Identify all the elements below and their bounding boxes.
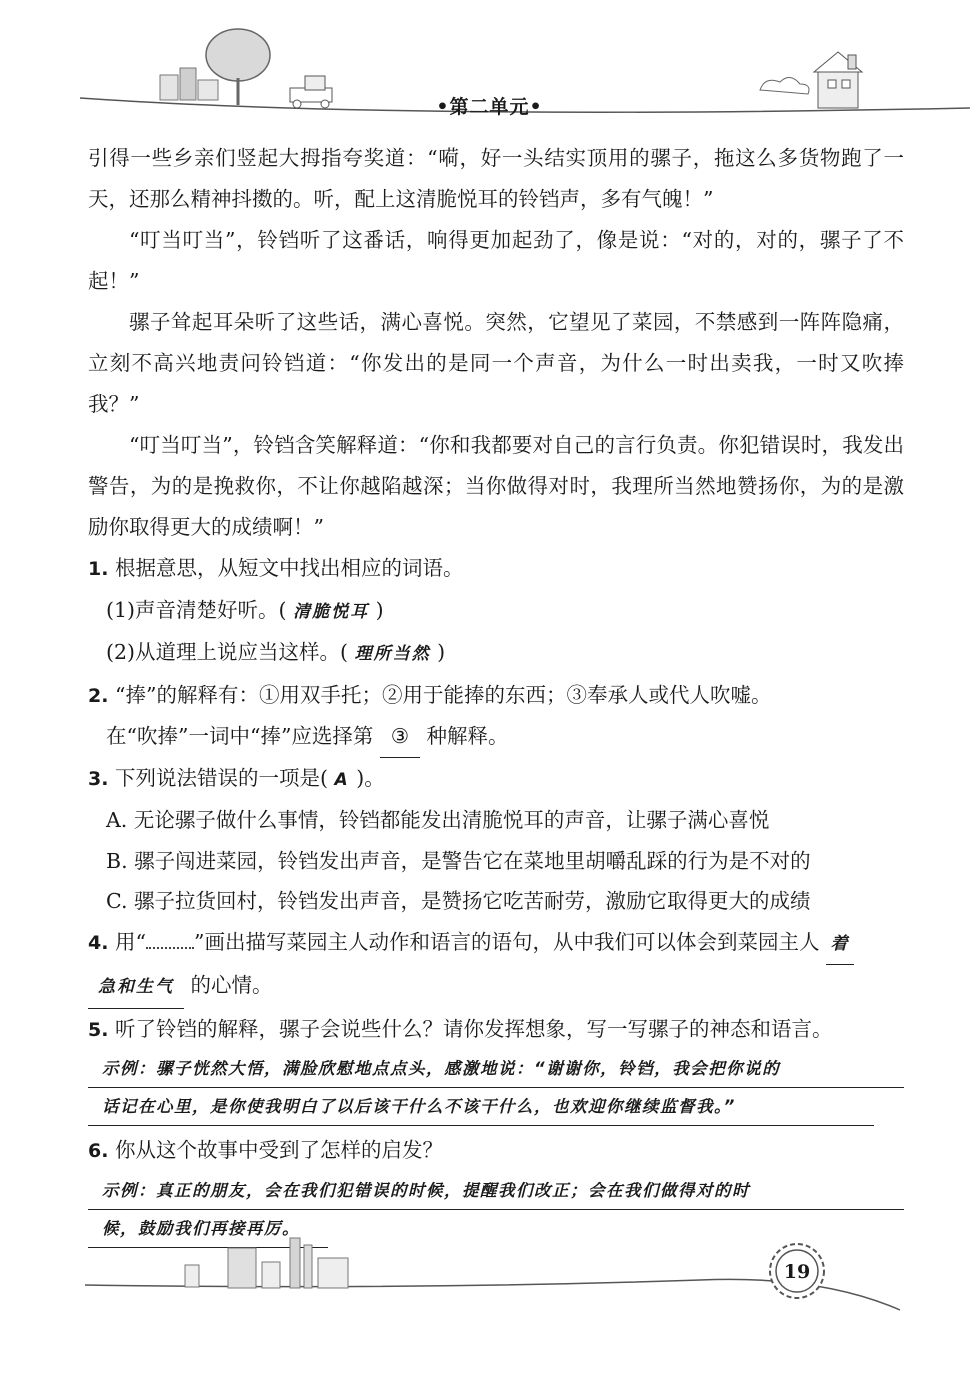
story-paragraph: “叮当叮当”，铃铛含笑解释道：“你和我都要对自己的言行负责。你犯错误时，我发出警告，为的是挽救你，不让你越陷越深；当你做得对时，我理所当然地赞扬你，为的是激励你取得更大的成绩啊！” bbox=[88, 433, 904, 539]
option-b: B. 骡子闯进菜园，铃铛发出声音，是警告它在菜地里胡嚼乱踩的行为是不对的 bbox=[106, 848, 811, 873]
page-header bbox=[0, 0, 979, 130]
question-number: 2. bbox=[88, 684, 109, 707]
question-text: 在“吹捧”一词中“捧”应选择第 bbox=[106, 724, 374, 748]
answer-line: 示例：骡子恍然大悟，满脸欣慰地点点头，感激地说：“谢谢你，铃铛，我会把你说的 bbox=[88, 1050, 904, 1088]
answer-blank: ③ bbox=[380, 716, 420, 758]
question-text: 根据意思，从短文中找出相应的词语。 bbox=[114, 556, 464, 580]
answer-blank: 急和生气 bbox=[88, 967, 184, 1009]
story-paragraph: “叮当叮当”，铃铛听了这番话，响得更加起劲了，像是说：“对的，对的，骡子了不起！” bbox=[88, 228, 904, 293]
question-text: 听了铃铛的解释，骡子会说些什么？请你发挥想象，写一写骡子的神态和语言。 bbox=[114, 1016, 833, 1041]
answer-text: A bbox=[334, 769, 350, 790]
question-number: 4. bbox=[88, 931, 109, 954]
answer-text: 理所当然 bbox=[354, 644, 431, 664]
question-text: 你从这个故事中受到了怎样的启发？ bbox=[114, 1138, 443, 1162]
option-c: C. 骡子拉货回村，铃铛发出声音，是赞扬它吃苦耐劳，激励它取得更大的成绩 bbox=[106, 889, 811, 913]
question-text: 的心情。 bbox=[190, 973, 273, 997]
wavy-line-mark bbox=[146, 929, 194, 949]
unit-title: •第二单元• bbox=[436, 96, 543, 118]
answer-line: 示例：真正的朋友，会在我们犯错误的时候，提醒我们改正；会在我们做得对的时 bbox=[88, 1172, 904, 1210]
option-a: A. 无论骡子做什么事情，铃铛都能发出清脆悦耳的声音，让骡子满心喜悦 bbox=[106, 808, 770, 832]
story-paragraph: 骡子耸起耳朵听了这些话，满心喜悦。突然，它望见了菜园，不禁感到一阵阵隐痛，立刻不高兴地责问铃铛道：“你发出的是同一个声音，为什么一时出卖我，一时又吹捧我？” bbox=[88, 310, 904, 416]
page-number: 19 bbox=[783, 1261, 811, 1283]
question-number: 5. bbox=[88, 1018, 109, 1041]
question-number: 3. bbox=[88, 767, 109, 790]
answer-line: 候，鼓励我们再接再厉。 bbox=[88, 1210, 328, 1248]
question-6 bbox=[88, 1130, 904, 1172]
question-2-line-2 bbox=[88, 716, 904, 758]
answer-blank: 着 bbox=[826, 924, 854, 966]
answer-line: 话记在心里，是你使我明白了以后该干什么不该干什么，也欢迎你继续监督我。” bbox=[88, 1088, 874, 1126]
question-4 bbox=[88, 922, 904, 966]
question-text: 用“ bbox=[114, 929, 146, 954]
question-3 bbox=[88, 758, 904, 801]
question-text: 下列说法错误的一项是( bbox=[114, 765, 328, 790]
page-footer bbox=[0, 1230, 979, 1350]
question-number: 1. bbox=[88, 558, 109, 580]
question-1-sub-1 bbox=[88, 590, 904, 633]
question-1 bbox=[88, 548, 904, 590]
question-5 bbox=[88, 1009, 904, 1051]
question-2 bbox=[88, 675, 904, 717]
footer-illustration bbox=[0, 1230, 979, 1350]
question-text: “捧”的解释有：①用双手托；②用于能捧的东西；③奉承人或代人吹嘘。 bbox=[114, 682, 772, 707]
question-number: 6. bbox=[88, 1140, 109, 1162]
question-text: ”画出描写菜园主人动作和语言的语句，从中我们可以体会到菜园主人 bbox=[193, 929, 820, 954]
paren-close: ) bbox=[375, 597, 384, 622]
paren-close: ) bbox=[437, 640, 446, 664]
answer-text: 清脆悦耳 bbox=[293, 601, 370, 622]
story-paragraph: 引得一些乡亲们竖起大拇指夸奖道：“嗬，好一头结实顶用的骡子，拖这么多货物跑了一天，还那么精神抖擞的。听，配上这清脆悦耳的铃铛声，多有气魄！” bbox=[88, 146, 904, 211]
question-1-sub-2 bbox=[88, 632, 904, 675]
page-content bbox=[88, 138, 904, 1248]
question-text: )。 bbox=[356, 765, 385, 790]
question-text: 种解释。 bbox=[426, 724, 509, 748]
sub-question-text: (1)声音清楚好听。( bbox=[106, 597, 287, 622]
question-4-line-2 bbox=[88, 965, 904, 1009]
sub-question-text: (2)从道理上说应当这样。( bbox=[106, 640, 349, 664]
